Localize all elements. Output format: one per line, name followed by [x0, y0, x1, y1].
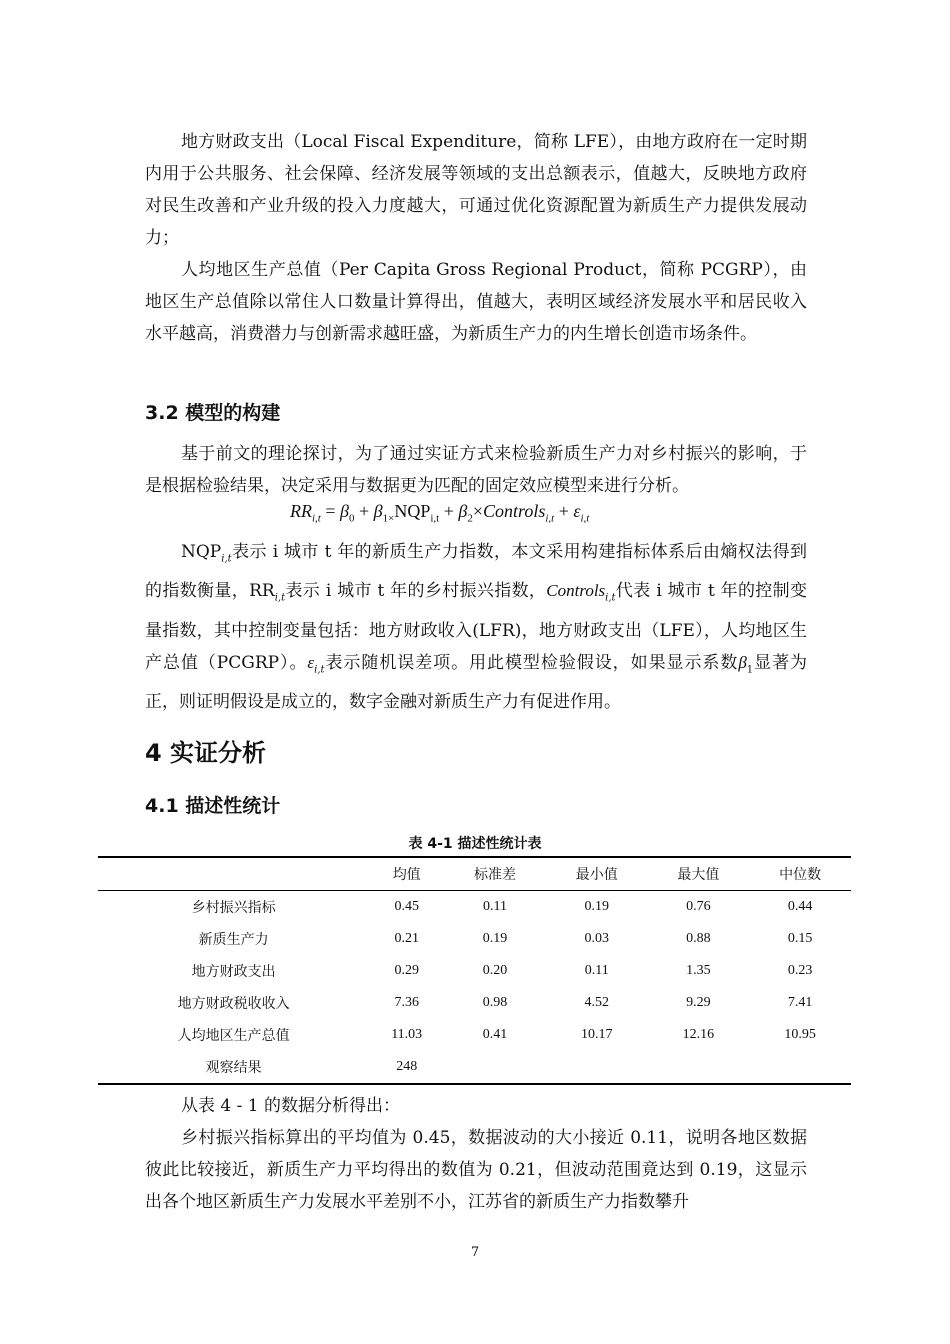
table-cell: 0.41	[482, 1027, 508, 1042]
table-cell	[546, 1051, 648, 1084]
table-cell: 0.98	[482, 995, 508, 1010]
descriptive-statistics-table	[98, 856, 851, 1085]
table-cell: 0.44	[787, 899, 813, 914]
table-cell: 0.45	[394, 899, 419, 914]
table-cell: 9.29	[686, 995, 711, 1010]
table-cell: 1.35	[686, 963, 711, 978]
header-cell: 最大值	[677, 868, 720, 883]
row-label: 新质生产力	[198, 932, 269, 948]
paragraph-analysis: 乡村振兴指标算出的平均值为 0.45，数据波动的大小接近 0.11，说明各地区数据彼此比较接近，新质生产力平均得出的数值为 0.21，但波动范围竟达到 0.19，这显示出各个地区新质生产力发展水平差别不小，江苏省的新质生产力指数攀升	[145, 1128, 807, 1212]
table-cell: 0.19	[482, 931, 508, 946]
table-cell: 10.17	[580, 1027, 613, 1042]
table-cell	[648, 1051, 750, 1084]
table-cell: 7.36	[394, 995, 419, 1010]
table-row	[98, 1019, 851, 1051]
table-cell: 0.29	[394, 963, 419, 978]
header-cell: 中位数	[779, 868, 822, 883]
row-label: 地方财政支出	[191, 964, 276, 980]
header-cell	[98, 857, 369, 891]
table-cell: 4.52	[584, 995, 609, 1010]
table-row	[98, 891, 851, 924]
row-label: 乡村振兴指标	[191, 900, 276, 916]
table-cell: 0.15	[787, 931, 813, 946]
table-cell: 0.19	[584, 899, 609, 914]
table-cell: 7.41	[787, 995, 813, 1010]
paragraph-table-intro: 从表 4 - 1 的数据分析得出：	[181, 1096, 400, 1116]
table-cell: 0.76	[686, 899, 711, 914]
paragraph-variable-definitions: $NQP_{i,t}$表示 i 城市 t 年的新质生产力指数，本文采用构建指标体系后由熵权法得到的指数衡量，$RR_{i,t}$表示 i 城市 t 年的乡村振兴指数，Controls$_{i,t}$代表 i 城市 t 年的控制变量指数，其中控制变量包括：地方财政收入(LFR)，地方财政支出（LFE），人均地区生产总值（PCGRP）。$\varepsilon_{i,t}$表示随机误差项。用此模型检验假设，如果显示系数$\beta_1$显著为正，则证明假设是成立的，数字金融对新质生产力有促进作用。	[145, 542, 808, 713]
regression-formula: $RR_{i,t} = \beta_0 + \beta_{1\times}NQP_{i,t}$ + $\beta_2\times Controls_{i,t} + \varepsilon_{i,t}$	[290, 501, 590, 525]
section-heading-3-2: 3.2 模型的构建	[145, 402, 281, 424]
table-cell: 12.16	[682, 1027, 715, 1042]
table-cell: 0.88	[686, 931, 711, 946]
table-cell: 0.20	[482, 963, 508, 978]
table-row	[98, 987, 851, 1019]
table-cell: 248	[396, 1059, 418, 1074]
row-label: 地方财政税收收入	[177, 996, 290, 1012]
paragraph-lfe: 地方财政支出（Local Fiscal Expenditure，简称 LFE），由地方政府在一定时期内用于公共服务、社会保障、经济发展等领域的支出总额表示，值越大，反映地方政府对民生改善和产业升级的投入力度越大，可通过优化资源配置为新质生产力提供发展动力；	[145, 132, 807, 248]
header-cell: 均值	[392, 868, 421, 883]
table-cell: 11.03	[391, 1027, 423, 1042]
table-header-row	[98, 857, 851, 891]
page-number: 7	[470, 1245, 480, 1260]
chapter-heading-4: 4 实证分析	[145, 739, 267, 767]
table-cell: 0.11	[483, 899, 508, 914]
row-label: 观察结果	[205, 1060, 262, 1076]
table-cell: 10.95	[784, 1027, 816, 1042]
table-cell: 0.23	[787, 963, 813, 978]
table-cell	[444, 1051, 546, 1084]
header-cell: 最小值	[575, 868, 618, 883]
table-cell	[749, 1051, 851, 1084]
section-heading-4-1: 4.1 描述性统计	[145, 795, 281, 817]
table-row	[98, 923, 851, 955]
table-row	[98, 1051, 851, 1084]
header-cell: 标准差	[474, 868, 517, 883]
table-cell: 0.21	[394, 931, 419, 946]
paragraph-pcgrp: 人均地区生产总值（Per Capita Gross Regional Product，简称 PCGRP），由地区生产总值除以常住人口数量计算得出，值越大，表明区域经济发展水平和居民收入水平越高，消费潜力与创新需求越旺盛，为新质生产力的内生增长创造市场条件。	[145, 260, 807, 344]
paragraph-model-intro: 基于前文的理论探讨，为了通过实证方式来检验新质生产力对乡村振兴的影响，于是根据检验结果，决定采用与数据更为匹配的固定效应模型来进行分析。	[145, 444, 807, 496]
row-label: 人均地区生产总值	[177, 1028, 290, 1044]
table-cell: 0.11	[584, 963, 609, 978]
table-row	[98, 955, 851, 987]
table-caption: 表 4-1 描述性统计表	[408, 836, 542, 852]
table-cell: 0.03	[584, 931, 609, 946]
